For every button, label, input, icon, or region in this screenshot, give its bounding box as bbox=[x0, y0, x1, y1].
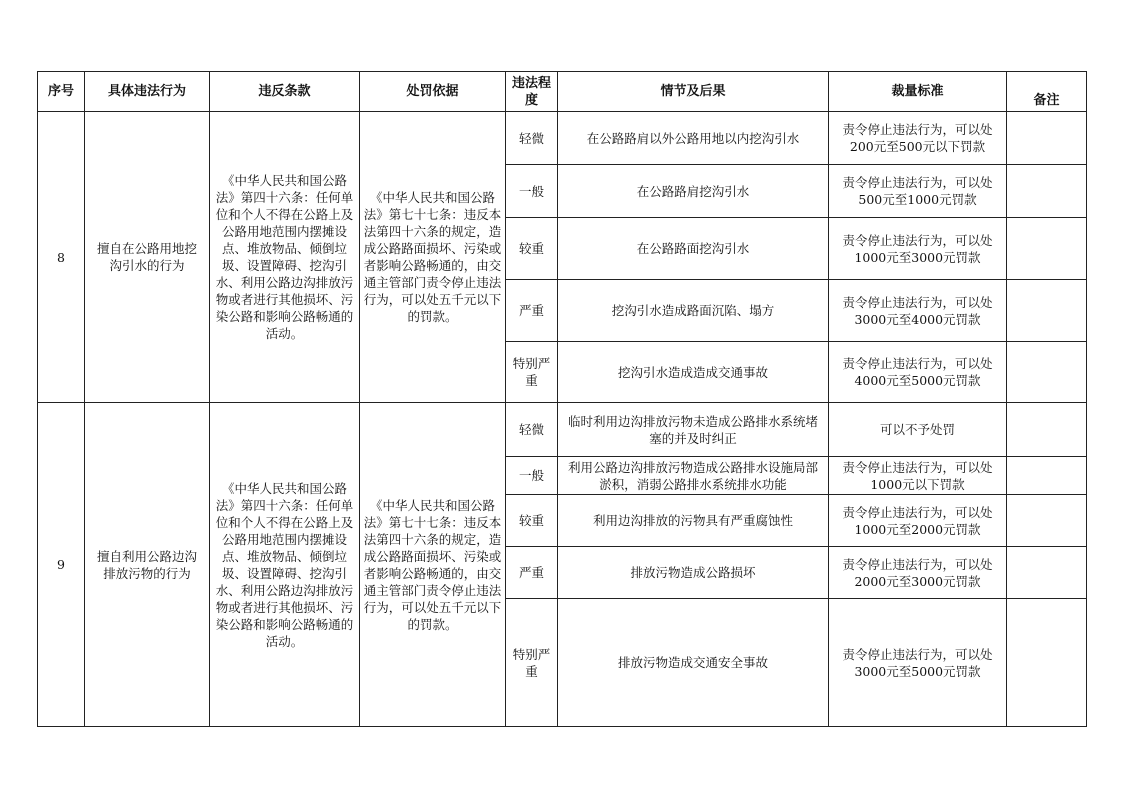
remark-cell bbox=[1007, 457, 1087, 495]
header-basis: 处罚依据 bbox=[360, 72, 506, 112]
degree-cell: 轻微 bbox=[506, 403, 558, 457]
degree-cell: 一般 bbox=[506, 165, 558, 218]
basis-cell: 《中华人民共和国公路法》第七十七条：违反本法第四十六条的规定，造成公路路面损坏、污染或者影响公路畅通的，由交通主管部门责令停止违法行为，可以处五千元以下的罚款。 bbox=[360, 403, 506, 727]
degree-cell: 特别严重 bbox=[506, 342, 558, 403]
remark-cell bbox=[1007, 342, 1087, 403]
basis-cell: 《中华人民共和国公路法》第七十七条：违反本法第四十六条的规定，造成公路路面损坏、污染或者影响公路畅通的，由交通主管部门责令停止违法行为，可以处五千元以下的罚款。 bbox=[360, 112, 506, 403]
clause-cell: 《中华人民共和国公路法》第四十六条：任何单位和个人不得在公路上及公路用地范围内摆摊设点、堆放物品、倾倒垃圾、设置障碍、挖沟引水、利用公路边沟排放污物或者进行其他损坏、污染公路和影响公路畅通的活动。 bbox=[210, 112, 360, 403]
header-circumstance: 情节及后果 bbox=[558, 72, 829, 112]
circumstance-cell: 在公路路肩挖沟引水 bbox=[558, 165, 829, 218]
degree-cell: 严重 bbox=[506, 547, 558, 599]
header-row bbox=[38, 72, 1087, 112]
circumstance-cell: 挖沟引水造成路面沉陷、塌方 bbox=[558, 280, 829, 342]
circumstance-cell: 排放污物造成交通安全事故 bbox=[558, 599, 829, 727]
degree-cell: 严重 bbox=[506, 280, 558, 342]
header-standard: 裁量标准 bbox=[829, 72, 1007, 112]
degree-cell: 轻微 bbox=[506, 112, 558, 165]
header-seq: 序号 bbox=[38, 72, 85, 112]
circumstance-cell: 在公路路肩以外公路用地以内挖沟引水 bbox=[558, 112, 829, 165]
degree-cell: 较重 bbox=[506, 495, 558, 547]
circumstance-cell: 临时利用边沟排放污物未造成公路排水系统堵塞的并及时纠正 bbox=[558, 403, 829, 457]
standard-cell: 责令停止违法行为，可以处200元至500元以下罚款 bbox=[829, 112, 1007, 165]
remark-cell bbox=[1007, 165, 1087, 218]
penalty-table bbox=[37, 71, 1087, 727]
behavior-cell: 擅自在公路用地挖沟引水的行为 bbox=[85, 112, 210, 403]
remark-cell bbox=[1007, 403, 1087, 457]
remark-cell bbox=[1007, 112, 1087, 165]
degree-cell: 较重 bbox=[506, 218, 558, 280]
behavior-cell: 擅自利用公路边沟排放污物的行为 bbox=[85, 403, 210, 727]
standard-cell: 责令停止违法行为，可以处3000元至5000元罚款 bbox=[829, 599, 1007, 727]
circumstance-cell: 在公路路面挖沟引水 bbox=[558, 218, 829, 280]
standard-cell: 可以不予处罚 bbox=[829, 403, 1007, 457]
standard-cell: 责令停止违法行为，可以处2000元至3000元罚款 bbox=[829, 547, 1007, 599]
header-degree: 违法程度 bbox=[506, 72, 558, 112]
remark-cell bbox=[1007, 599, 1087, 727]
circumstance-cell: 排放污物造成公路损坏 bbox=[558, 547, 829, 599]
table-row bbox=[38, 403, 1087, 457]
header-behavior: 具体违法行为 bbox=[85, 72, 210, 112]
remark-cell bbox=[1007, 218, 1087, 280]
standard-cell: 责令停止违法行为，可以处1000元至2000元罚款 bbox=[829, 495, 1007, 547]
header-clause: 违反条款 bbox=[210, 72, 360, 112]
standard-cell: 责令停止违法行为，可以处500元至1000元罚款 bbox=[829, 165, 1007, 218]
degree-cell: 一般 bbox=[506, 457, 558, 495]
remark-cell bbox=[1007, 547, 1087, 599]
remark-cell bbox=[1007, 280, 1087, 342]
header-remark: 备注 bbox=[1007, 72, 1087, 112]
remark-cell bbox=[1007, 495, 1087, 547]
standard-cell: 责令停止违法行为，可以处3000元至4000元罚款 bbox=[829, 280, 1007, 342]
circumstance-cell: 挖沟引水造成造成交通事故 bbox=[558, 342, 829, 403]
circumstance-cell: 利用公路边沟排放污物造成公路排水设施局部淤积，消弱公路排水系统排水功能 bbox=[558, 457, 829, 495]
table-row bbox=[38, 112, 1087, 165]
clause-cell: 《中华人民共和国公路法》第四十六条：任何单位和个人不得在公路上及公路用地范围内摆摊设点、堆放物品、倾倒垃圾、设置障碍、挖沟引水、利用公路边沟排放污物或者进行其他损坏、污染公路和影响公路畅通的活动。 bbox=[210, 403, 360, 727]
degree-cell: 特别严重 bbox=[506, 599, 558, 727]
seq-cell: 9 bbox=[38, 403, 85, 727]
standard-cell: 责令停止违法行为，可以处1000元至3000元罚款 bbox=[829, 218, 1007, 280]
seq-cell: 8 bbox=[38, 112, 85, 403]
standard-cell: 责令停止违法行为，可以处4000元至5000元罚款 bbox=[829, 342, 1007, 403]
standard-cell: 责令停止违法行为，可以处1000元以下罚款 bbox=[829, 457, 1007, 495]
circumstance-cell: 利用边沟排放的污物具有严重腐蚀性 bbox=[558, 495, 829, 547]
